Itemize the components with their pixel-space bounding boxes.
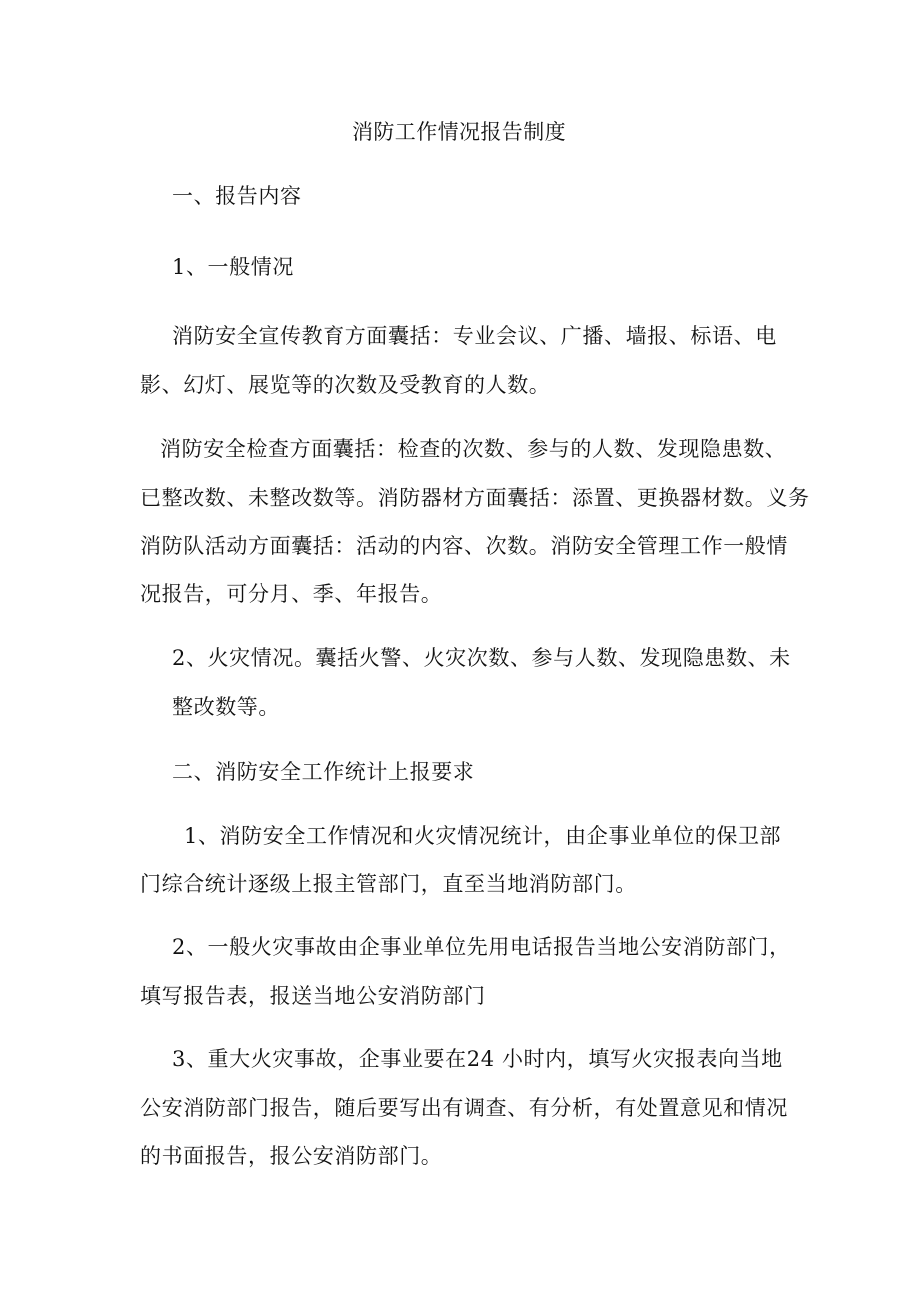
para1-line2: 影、幻灯、展览等的次数及受教育的人数。 xyxy=(140,373,551,397)
section2-item3-line1: 3、重大火灾事故，企事业要在24 小时内，填写火灾报表向当地 xyxy=(172,1047,783,1071)
para2-line4: 况报告，可分月、季、年报告。 xyxy=(140,582,443,606)
section1-item2-line2: 整改数等。 xyxy=(172,695,280,719)
section2-item2-line2: 填写报告表，报送当地公安消防部门 xyxy=(140,984,486,1008)
section2-item1-line2: 门综合统计逐级上报主管部门，直至当地消防部门。 xyxy=(140,872,637,896)
section2-item3-line3: 的书面报告，报公安消防部门。 xyxy=(140,1144,443,1168)
para2-line2: 已整改数、未整改数等。消防器材方面囊括：添置、更换器材数。义务 xyxy=(140,486,810,510)
section1-item1-heading: 1、一般情况 xyxy=(172,255,294,279)
para2-line3: 消防队活动方面囊括：活动的内容、次数。消防安全管理工作一般情 xyxy=(140,534,788,558)
section2-heading: 二、消防安全工作统计上报要求 xyxy=(172,760,475,784)
document-title: 消防工作情况报告制度 xyxy=(352,120,566,144)
para2-line1: 消防安全检查方面囊括：检查的次数、参与的人数、发现隐患数、 xyxy=(160,437,787,461)
para1-line1: 消防安全宣传教育方面囊括：专业会议、广播、墙报、标语、电 xyxy=(172,324,777,348)
section2-item3-line2: 公安消防部门报告，随后要写出有调查、有分析，有处置意见和情况 xyxy=(140,1096,788,1120)
section2-item1-line1: 1、消防安全工作情况和火灾情况统计，由企事业单位的保卫部 xyxy=(184,824,782,848)
section1-heading: 一、报告内容 xyxy=(172,184,302,208)
section2-item2-line1: 2、一般火灾事故由企事业单位先用电话报告当地公安消防部门， xyxy=(172,935,791,959)
section1-item2-line1: 2、火灾情况。囊括火警、火灾次数、参与人数、发现隐患数、未 xyxy=(172,646,791,670)
